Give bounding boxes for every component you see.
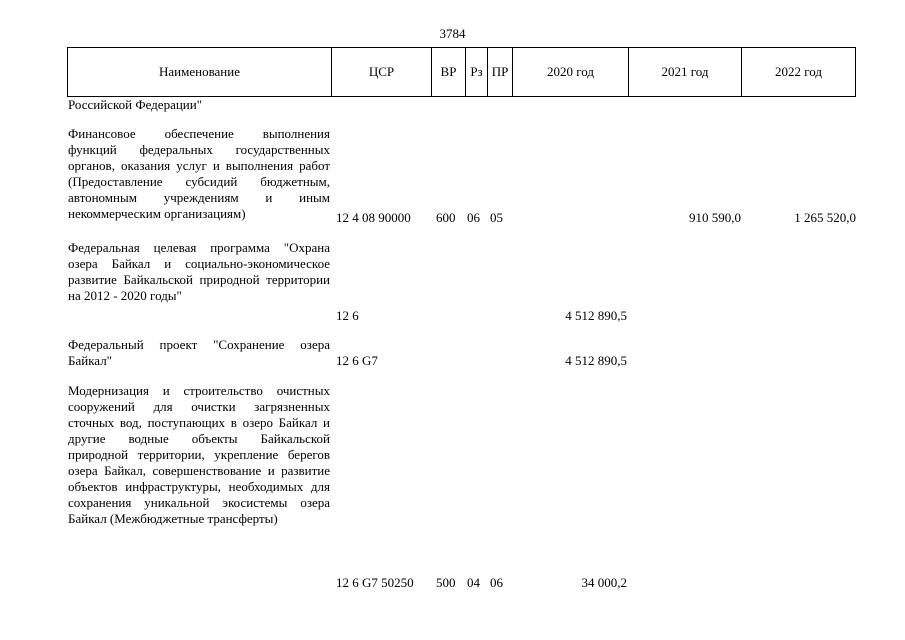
- row-rz: 04: [467, 575, 480, 590]
- column-header-vr: ВР: [432, 48, 466, 96]
- table-header: [67, 47, 856, 97]
- row-csr: 12 6 G7 50250: [336, 575, 414, 590]
- row-pr: 05: [490, 210, 503, 225]
- column-header-pr: ПР: [488, 48, 513, 96]
- row-name: Финансовое обеспечение выполнения функций федеральных государственных органов, оказания услуг и выполнения работ (Предоставление субсидий бюджетным, автономным учреждениям и иным некоммерческим организациям): [68, 126, 330, 221]
- row-2022: 1 265 520,0: [794, 210, 856, 225]
- column-header-name: Наименование: [68, 48, 332, 96]
- column-header-2020: 2020 год: [513, 48, 629, 96]
- row-name: Модернизация и строительство очистных сооружений для очистки загрязненных сточных вод, поступающих в озеро Байкал и другие водные объекты Байкальской природной территории, укрепление берегов озера Байкал, совершенствование и развитие объектов инфраструктуры, необходимых для сохранения уникальной экосистемы озера Байкал (Межбюджетные трансферты): [68, 383, 330, 526]
- row-csr: 12 4 08 90000: [336, 210, 411, 225]
- row-csr: 12 6: [336, 308, 359, 323]
- column-header-csr: ЦСР: [332, 48, 432, 96]
- page-number: 3784: [439, 26, 466, 41]
- row-vr: 500: [436, 575, 456, 590]
- row-2021: 910 590,0: [689, 210, 741, 225]
- column-header-2022: 2022 год: [775, 64, 822, 79]
- row-csr: 12 6 G7: [336, 353, 378, 368]
- row-pr: 06: [490, 575, 503, 590]
- row-name: Федеральный проект "Сохранение озера Байкал": [68, 337, 330, 368]
- row-2020: 4 512 890,5: [565, 353, 627, 368]
- column-header-rz: Рз: [466, 48, 488, 96]
- column-header-2021: 2021 год: [629, 48, 742, 96]
- row-name: Федеральная целевая программа "Охрана озера Байкал и социально-экономическое развитие Байкальской природной территории на 2012 - 2020 годы": [68, 240, 330, 303]
- row-name: Российской Федерации": [68, 97, 203, 112]
- row-rz: 06: [467, 210, 480, 225]
- row-vr: 600: [436, 210, 456, 225]
- row-2020: 4 512 890,5: [565, 308, 627, 323]
- row-2020: 34 000,2: [581, 575, 627, 590]
